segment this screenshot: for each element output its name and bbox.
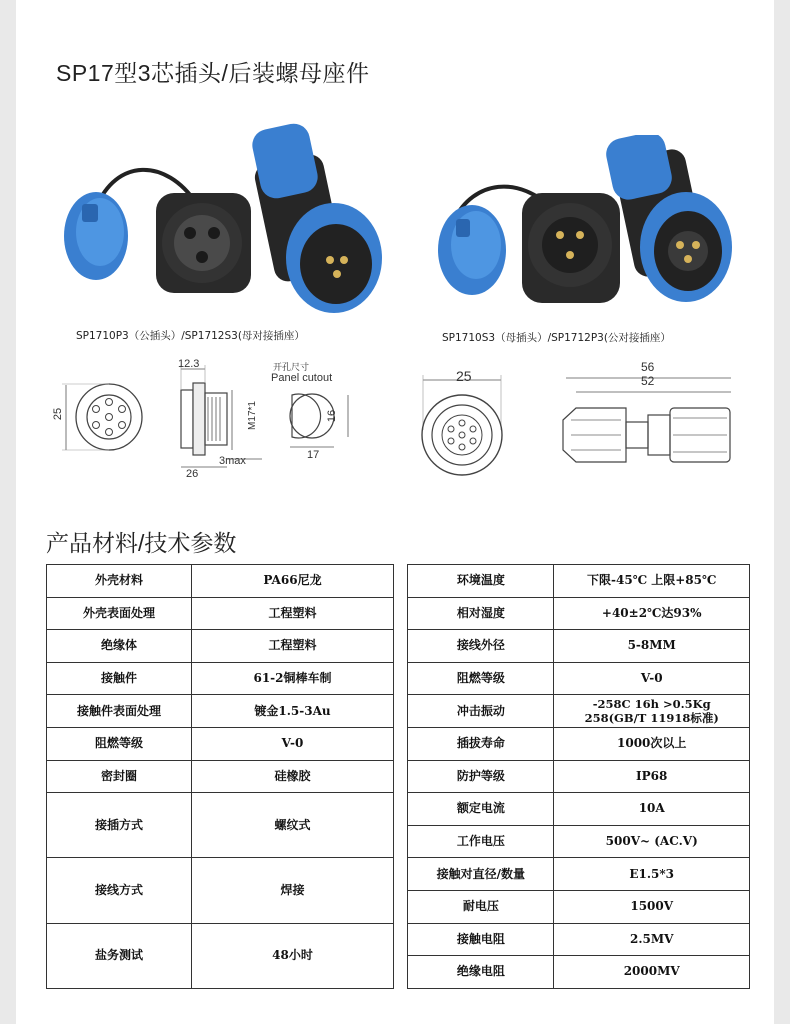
spec-label: 阻燃等级 xyxy=(408,662,554,695)
spec-value: 工程塑料 xyxy=(192,597,394,630)
spec-label: 接触件表面处理 xyxy=(47,695,192,728)
dim-right-dia: 25 xyxy=(456,368,472,384)
dim-left-panel-cn: 开孔尺寸 xyxy=(273,363,310,373)
table-row xyxy=(47,858,750,891)
spec-label: 环境温度 xyxy=(408,565,554,598)
page-title: SP17型3芯插头/后装螺母座件 xyxy=(56,60,370,86)
table-row xyxy=(47,793,750,826)
table-row xyxy=(47,597,750,630)
spec-value: 焊接 xyxy=(192,858,394,923)
spec-value: 2000MV xyxy=(554,956,750,989)
dim-left-16: 16 xyxy=(326,409,339,423)
spec-label: 接线外径 xyxy=(408,630,554,663)
spec-value: 500V~ (AC.V) xyxy=(554,825,750,858)
spec-label: 工作电压 xyxy=(408,825,554,858)
caption-right: SP1710S3（母插头）/SP1712P3(公对接插座） xyxy=(442,332,671,344)
dim-left-17: 17 xyxy=(307,449,320,461)
caption-left: SP1710P3（公插头）/SP1712S3(母对接插座） xyxy=(76,330,305,342)
table-row xyxy=(47,565,750,598)
spec-label: 密封圈 xyxy=(47,760,192,793)
dim-left-3max: 3max xyxy=(219,455,246,467)
spec-label: 接线方式 xyxy=(47,858,192,923)
table-row xyxy=(47,923,750,956)
spec-value: 10A xyxy=(554,793,750,826)
spec-value: +40±2℃达93% xyxy=(554,597,750,630)
dim-left-panel-en: Panel cutout xyxy=(271,372,333,384)
product-photo-right xyxy=(424,135,744,320)
dim-left-12-3: 12.3 xyxy=(178,358,200,370)
spec-label: 盐务测试 xyxy=(47,923,192,988)
dim-left-dia: 25 xyxy=(52,407,65,421)
table-row xyxy=(47,662,750,695)
spec-label: 接触对直径/数量 xyxy=(408,858,554,891)
spec-value-line2: 258(GB/T 11918标准) xyxy=(584,711,719,726)
spec-value: E1.5*3 xyxy=(554,858,750,891)
spec-label: 阻燃等级 xyxy=(47,727,192,760)
spec-label: 相对湿度 xyxy=(408,597,554,630)
spec-label: 插拔寿命 xyxy=(408,727,554,760)
spec-value: 2.5MV xyxy=(554,923,750,956)
spec-label: 外壳材料 xyxy=(47,565,192,598)
spec-value: 下限-45℃ 上限+85℃ xyxy=(554,565,750,598)
table-row xyxy=(47,695,750,728)
spec-value: V-0 xyxy=(554,662,750,695)
dim-left-thread: M17*1 xyxy=(246,401,258,430)
product-page xyxy=(16,0,774,1024)
spec-label: 绝缘电阻 xyxy=(408,956,554,989)
dim-left-26: 26 xyxy=(186,468,199,480)
table-row xyxy=(47,630,750,663)
spec-value: 48小时 xyxy=(192,923,394,988)
table-row xyxy=(47,760,750,793)
spec-label: 防护等级 xyxy=(408,760,554,793)
spec-value: 1000次以上 xyxy=(554,727,750,760)
product-photo-left xyxy=(56,118,396,323)
spec-value-multiline xyxy=(554,695,750,728)
specs-table xyxy=(46,564,750,989)
spec-value: IP68 xyxy=(554,760,750,793)
spec-value: V-0 xyxy=(192,727,394,760)
spec-value: 1500V xyxy=(554,890,750,923)
spec-value: 61-2铜棒车制 xyxy=(192,662,394,695)
spec-value: 工程塑料 xyxy=(192,630,394,663)
spec-label: 冲击振动 xyxy=(408,695,554,728)
spec-label: 外壳表面处理 xyxy=(47,597,192,630)
spec-value: 镀金1.5-3Au xyxy=(192,695,394,728)
spec-label: 绝缘体 xyxy=(47,630,192,663)
specs-heading: 产品材料/技术参数 xyxy=(46,530,237,556)
spec-label: 接触电阻 xyxy=(408,923,554,956)
dim-right-56: 56 xyxy=(641,360,655,374)
spec-label: 接触件 xyxy=(47,662,192,695)
spec-value: 5-8MM xyxy=(554,630,750,663)
spec-value: 螺纹式 xyxy=(192,793,394,858)
spec-value: 硅橡胶 xyxy=(192,760,394,793)
spec-label: 接插方式 xyxy=(47,793,192,858)
spec-label: 耐电压 xyxy=(408,890,554,923)
spec-label: 额定电流 xyxy=(408,793,554,826)
table-row xyxy=(47,727,750,760)
dim-right-52: 52 xyxy=(641,374,655,388)
spec-value: PA66尼龙 xyxy=(192,565,394,598)
spec-value-line1: -258C 16h >0.5Kg xyxy=(592,697,711,712)
